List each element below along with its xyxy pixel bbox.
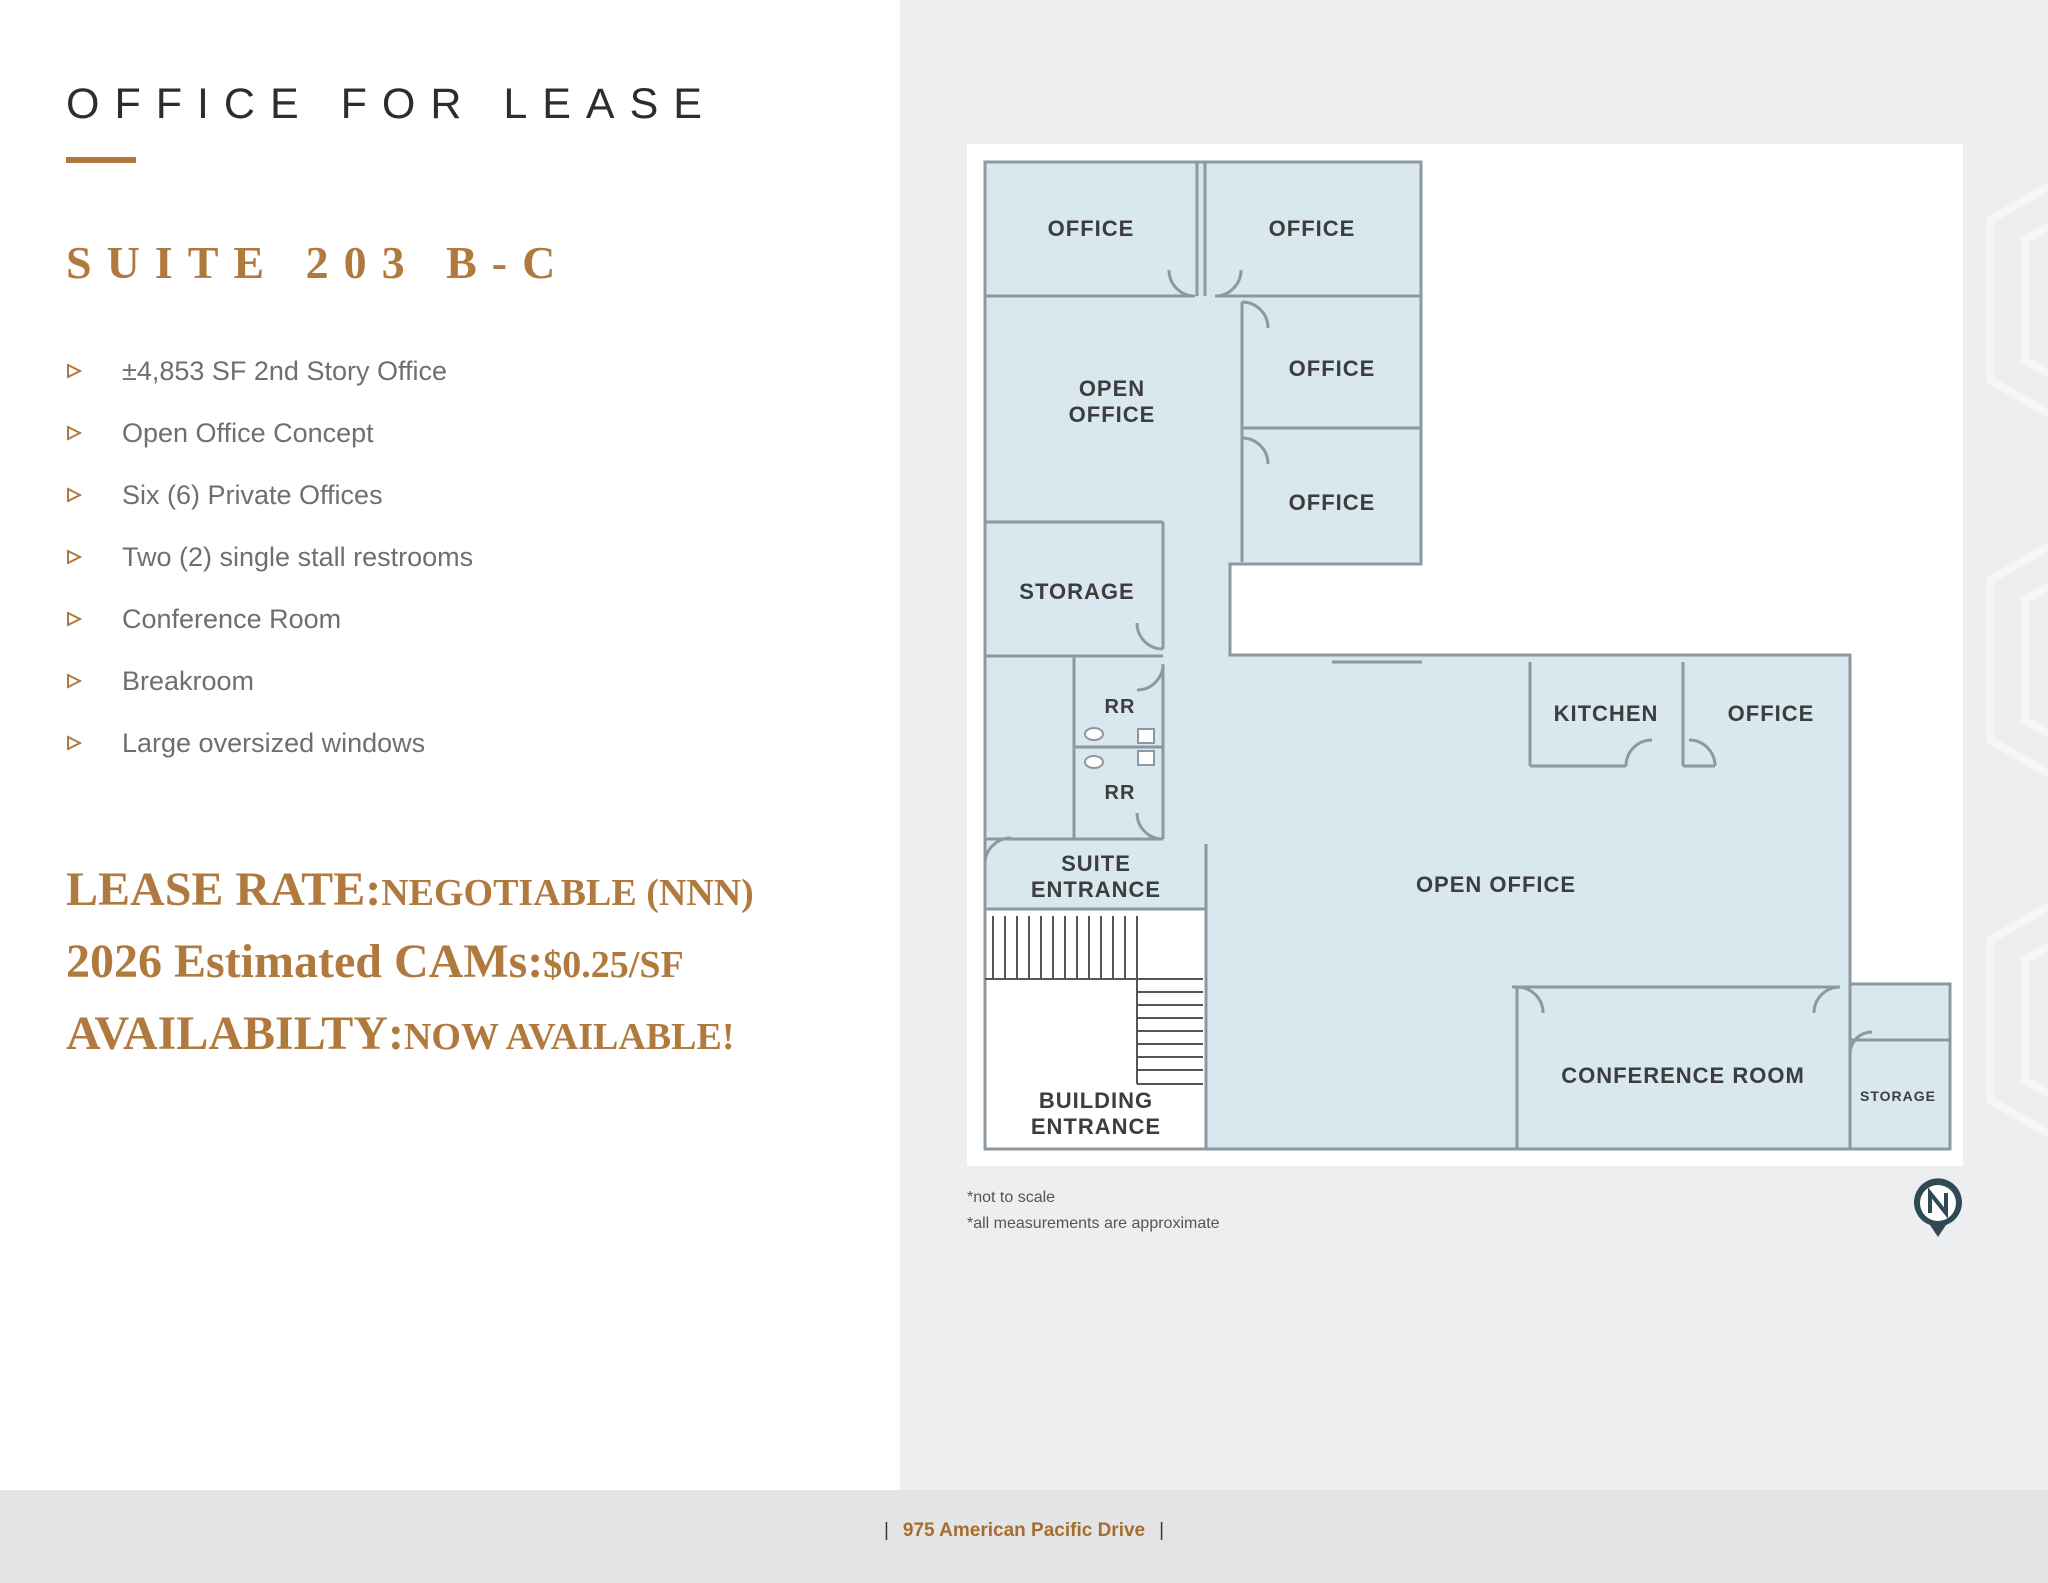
feature-item xyxy=(66,526,473,588)
pipe-separator: | xyxy=(1159,1520,1165,1541)
availability-line xyxy=(66,1006,754,1078)
feature-item xyxy=(66,588,473,650)
feature-text: ±4,853 SF 2nd Story Office xyxy=(122,355,447,386)
room-label: RR xyxy=(1104,782,1136,804)
bullet-triangle-icon xyxy=(66,611,122,627)
bullet-triangle-icon xyxy=(66,363,122,379)
room-label: OPEN xyxy=(1078,376,1146,401)
note-line: *not to scale xyxy=(967,1189,1056,1206)
room-label: CONFERENCE ROOM xyxy=(1561,1063,1805,1088)
bullet-triangle-icon xyxy=(66,673,122,689)
feature-text: Conference Room xyxy=(122,603,342,634)
decorative-hex-pattern xyxy=(1980,120,2048,1220)
feature-item xyxy=(66,340,473,402)
room-label: OFFICE xyxy=(1727,701,1815,726)
room-label: OFFICE xyxy=(1047,216,1135,241)
feature-item xyxy=(66,402,473,464)
suite-title: SUITE 203 B-C xyxy=(66,237,571,288)
page-title: OFFICE FOR LEASE xyxy=(66,80,717,128)
room-label: OFFICE xyxy=(1268,216,1356,241)
lease-rate-key: LEASE RATE xyxy=(66,863,366,916)
floor-plan-drawing xyxy=(967,144,1963,1166)
feature-item xyxy=(66,712,473,774)
bullet-triangle-icon xyxy=(66,487,122,503)
availability-key: AVAILABILTY xyxy=(66,1007,388,1060)
feature-text: Two (2) single stall restrooms xyxy=(122,541,474,572)
room-label: ENTRANCE xyxy=(1030,1114,1162,1139)
lease-rate-line xyxy=(66,862,754,934)
footer-address: 975 American Pacific Drive xyxy=(902,1520,1146,1541)
feature-item xyxy=(66,650,473,712)
feature-list xyxy=(66,340,473,774)
bullet-triangle-icon xyxy=(66,549,122,565)
room-label: OPEN OFFICE xyxy=(1415,872,1577,897)
separator: : xyxy=(387,1007,404,1060)
cams-key: 2026 Estimated CAMs xyxy=(66,935,528,988)
room-label: SUITE xyxy=(1061,851,1131,876)
room-label: RR xyxy=(1104,696,1136,718)
cams-value: $0.25/SF xyxy=(543,944,684,986)
separator: : xyxy=(365,863,382,916)
feature-item xyxy=(66,464,473,526)
bullet-triangle-icon xyxy=(66,425,122,441)
room-label: KITCHEN xyxy=(1553,701,1659,726)
cams-line xyxy=(66,934,754,1006)
title-underline xyxy=(66,157,136,163)
feature-text: Six (6) Private Offices xyxy=(122,479,383,510)
bullet-triangle-icon xyxy=(66,735,122,751)
separator: : xyxy=(527,935,544,988)
footer-address-row xyxy=(0,1520,2048,1542)
availability-value: NOW AVAILABLE! xyxy=(403,1016,735,1058)
pipe-separator: | xyxy=(883,1520,889,1541)
room-label: OFFICE xyxy=(1288,356,1376,381)
room-label: STORAGE xyxy=(1019,579,1135,604)
lease-rate-value: NEGOTIABLE (NNN) xyxy=(381,872,754,914)
room-label: ENTRANCE xyxy=(1030,877,1162,902)
room-label: BUILDING xyxy=(1038,1088,1154,1113)
room-label: STORAGE xyxy=(1860,1088,1936,1104)
feature-text: Large oversized windows xyxy=(122,727,426,758)
room-label: OFFICE xyxy=(1288,490,1376,515)
plan-notes xyxy=(967,1185,1220,1237)
lease-terms xyxy=(66,862,754,1078)
note-line: *all measurements are approximate xyxy=(967,1215,1220,1232)
left-panel xyxy=(0,0,900,1490)
north-arrow-icon xyxy=(1912,1177,1964,1239)
feature-text: Breakroom xyxy=(122,665,255,696)
room-label: OFFICE xyxy=(1068,402,1156,427)
floor-plan xyxy=(967,144,1963,1166)
feature-text: Open Office Concept xyxy=(122,417,374,448)
